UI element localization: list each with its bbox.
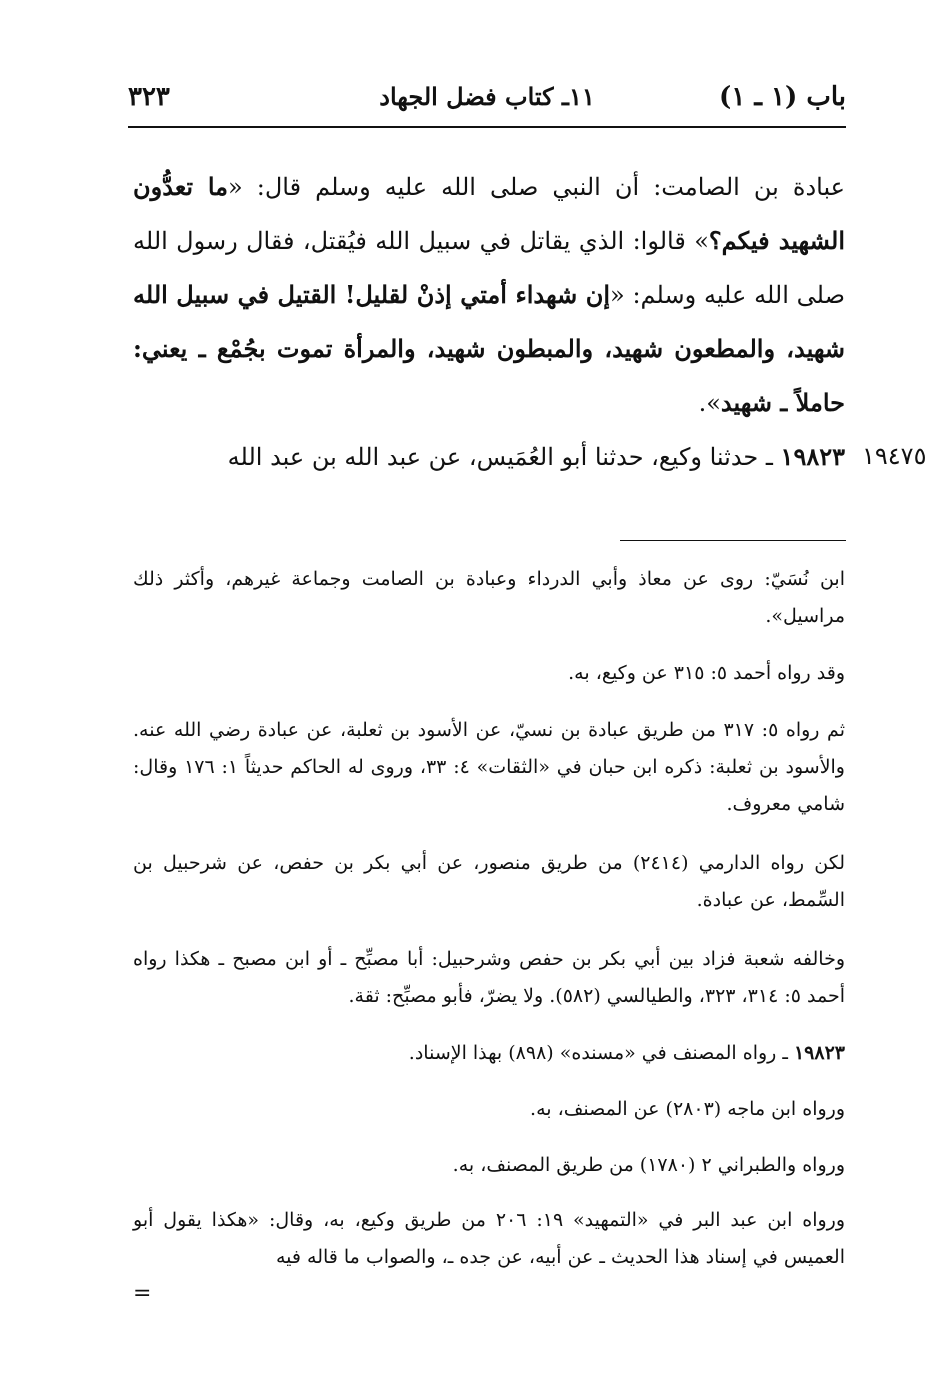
text-run: عبادة بن الصامت: أن النبي صلى الله عليه وسلم قال: « xyxy=(228,173,846,201)
hadith-number: ١٩٨٢٣ xyxy=(780,442,845,471)
footnote-paragraph: ورواه والطبراني ٢ (١٧٨٠) من طريق المصنف، به. xyxy=(452,1154,845,1176)
main-paragraph xyxy=(133,160,845,430)
footnote-paragraph: ابن نُسَيّ: روى عن معاذ وأبي الدرداء وعبادة بن الصامت وجماعة غيرهم، وأكثر ذلك مراسيل». xyxy=(133,568,845,627)
footnote-paragraph: وقد رواه أحمد ٥: ٣١٥ عن وكيع، به. xyxy=(568,662,845,684)
hadith-quote: إن شهداء أمتي إذنْ لقليل! القتيل في سبيل الله شهيد، والمطعون شهيد، والمبطون شهيد، والمرأة تموت بجُمْع ـ يعني: حاملاً ـ شهيد xyxy=(133,280,845,417)
footnote-text: ـ رواه المصنف في «مسنده» (٨٩٨) بهذا الإسناد. xyxy=(408,1042,794,1064)
text-run: » قالوا: الذي يقاتل في سبيل الله فيُقتل، فقال رسول الله صلى الله عليه وسلم: « xyxy=(133,227,846,309)
continuation-mark: = xyxy=(133,1281,152,1306)
header-rule xyxy=(128,126,846,128)
text-run: ». xyxy=(698,389,721,417)
footnote-paragraph: وخالفه شعبة فزاد بين أبي بكر بن حفص وشرحبيل: أبا مصبِّح ـ أو ابن مصبح ـ هكذا رواه أحمد ٥: ٣١٤، ٣٢٣، والطيالسي (٥٨٢). ولا يضرّ، فأبو مصبِّح: ثقة. xyxy=(133,948,845,1007)
hadith-quote: ما تعدُّون الشهيد فيكم؟ xyxy=(133,172,846,255)
footnote-hadith-number: ١٩٨٢٣ xyxy=(793,1042,845,1064)
hadith-entry xyxy=(133,437,845,477)
page-header xyxy=(128,82,846,122)
margin-number: ١٩٤٧٥ xyxy=(862,442,927,470)
footnote-paragraph: ورواه ابن عبد البر في «التمهيد» ١٩: ٢٠٦ من طريق وكيع، به، وقال: «هكذا يقول أبو العميس في إسناد هذا الحديث ـ عن أبيه، عن جده ـ، والصواب ما قاله فيه xyxy=(133,1209,845,1268)
footnote-paragraph: لكن رواه الدارمي (٢٤١٤) من طريق منصور، عن أبي بكر بن حفص، عن شرحبيل بن السِّمط، عن عبادة. xyxy=(133,852,846,911)
footnote-paragraph: ورواه ابن ماجه (٢٨٠٣) عن المصنف، به. xyxy=(530,1098,845,1120)
footnote-paragraph: ثم رواه ٥: ٣١٧ من طريق عبادة بن نسيّ، عن الأسود بن ثعلبة، عن عبادة رضي الله عنه. والأسود بن ثعلبة: ذكره ابن حبان في «الثقات» ٤: ٣٣، وروى له الحاكم حديثاً ١: ١٧٦ وقال: شامي معروف. xyxy=(133,719,845,815)
book-title: ١١ـ كتاب فضل الجهاد xyxy=(379,82,595,111)
page-number: ٣٢٣ xyxy=(128,82,170,112)
footnote-separator xyxy=(620,540,846,541)
hadith-chain: ـ حدثنا وكيع، حدثنا أبو العُمَيس، عن عبد الله بن عبد الله xyxy=(227,443,781,471)
chapter-reference: باب (١ ـ ١) xyxy=(719,82,846,112)
footnote-paragraph xyxy=(133,1035,845,1072)
